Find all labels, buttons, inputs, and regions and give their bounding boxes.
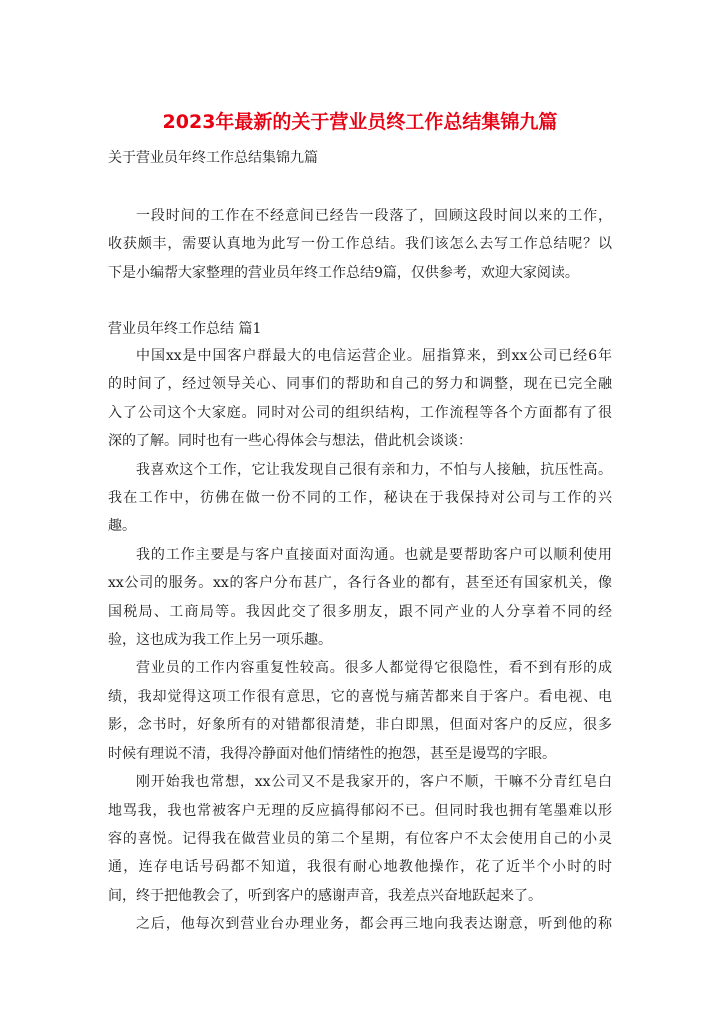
section-body [108,342,612,939]
paragraph-line: 影，念书时，好象所有的对错都很清楚，非白即黑，但面对客户的反应，很多 [108,717,612,734]
paragraph-line: 之后，他每次到营业台办理业务，都会再三地向我表达谢意，听到他的称 [136,916,612,933]
intro-paragraph [108,202,612,287]
paragraph-line: 深的了解。同时也有一些心得体会与想法，借此机会谈谈： [108,433,472,450]
paragraph-line: 中国xx是中国客户群最大的电信运营企业。屈指算来，到xx公司已经6年 [136,348,612,364]
paragraph-line: 趣。 [108,518,136,535]
paragraph-line: 营业员的工作内容重复性较高。很多人都觉得它很隐性，看不到有形的成 [136,660,612,677]
paragraph [108,768,612,910]
paragraph-line: 地骂我，我也常被客户无理的反应搞得郁闷不已。但同时我也拥有笔墨难以形 [108,802,612,819]
intro-line: 下是小编帮大家整理的营业员年终工作总结9篇，仅供参考，欢迎大家阅读。 [108,264,579,281]
paragraph-line: 间，终于把他教会了，听到客户的感谢声音，我差点兴奋地跃起来了。 [108,887,542,904]
paragraph-line: 入了公司这个大家庭。同时对公司的组织结构，工作流程等各个方面都有了很 [108,404,612,421]
paragraph-line: 我在工作中，彷佛在做一份不同的工作，秘诀在于我保持对公司与工作的兴 [108,490,612,507]
paragraph-line: 验，这也成为我工作上另一项乐趣。 [108,632,332,649]
paragraph [108,654,612,768]
section-heading: 营业员年终工作总结 篇1 [108,321,262,337]
intro-line: 收获颇丰，需要认真地为此写一份工作总结。我们该怎么去写工作总结呢？以 [108,236,612,253]
paragraph-line: 刚开始我也常想，xx公司又不是我家开的，客户不顺，干嘛不分青红皂白 [136,774,612,791]
paragraph-line: 我的工作主要是与客户直接面对面沟通。也就是要帮助客户可以顺利使用 [136,546,612,563]
paragraph [108,541,612,655]
paragraph [108,342,612,456]
paragraph-line: 我喜欢这个工作，它让我发现自己很有亲和力，不怕与人接触，抗压性高。 [136,461,612,478]
paragraph-line: xx公司的服务。xx的客户分布甚广，各行各业的都有，甚至还有国家机关，像 [108,575,612,592]
document-title: 2023年最新的关于营业员终工作总结集锦九篇 [162,111,558,133]
paragraph [108,456,612,541]
paragraph [108,910,612,938]
paragraph-line: 通，连存电话号码都不知道，我很有耐心地教他操作，花了近半个小时的时 [108,859,612,876]
paragraph-line: 绩，我却觉得这项工作很有意思，它的喜悦与痛苦都来自于客户。看电视、电 [108,688,612,705]
paragraph-line: 时候有理说不清，我得冷静面对他们情绪性的抱怨，甚至是谩骂的字眼。 [108,745,556,762]
paragraph-line: 国税局、工商局等。我因此交了很多朋友，跟不同产业的人分享着不同的经 [108,603,612,620]
intro-line: 一段时间的工作在不经意间已经告一段落了，回顾这段时间以来的工作， [136,208,612,224]
paragraph-line: 的时间了，经过领导关心、同事们的帮助和自己的努力和调整，现在已完全融 [108,376,612,393]
document-subtitle: 关于营业员年终工作总结集锦九篇 [108,150,318,166]
paragraph-line: 容的喜悦。记得我在做营业员的第二个星期，有位客户不太会使用自己的小灵 [108,830,612,847]
